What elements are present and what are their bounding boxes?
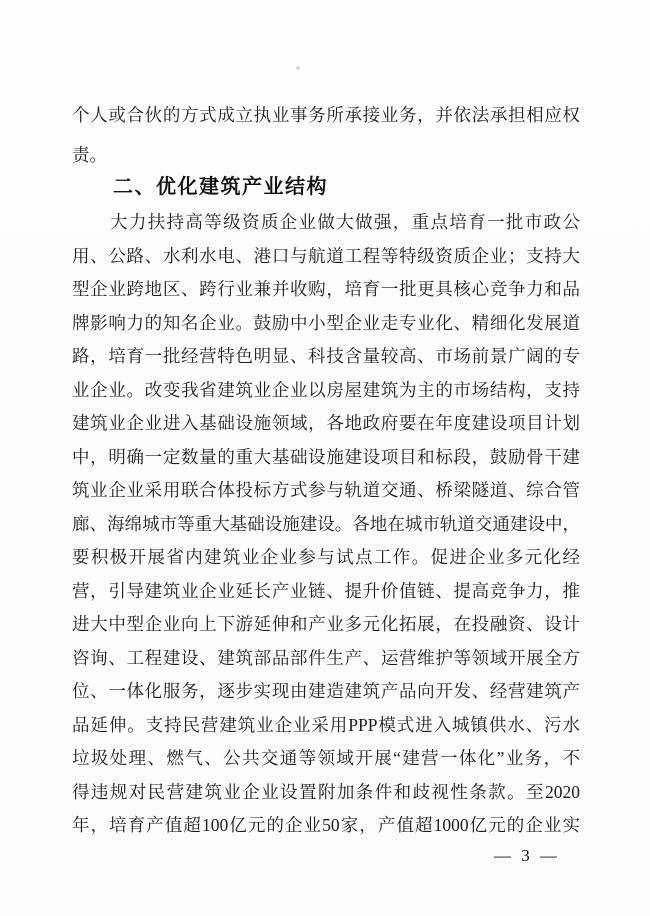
text-line: 筑业企业采用联合体投标方式参与轨道交通、桥梁隧道、综合管 bbox=[72, 480, 580, 500]
text-line: 业企业。改变我省建筑业企业以房屋建筑为主的市场结构，支持 bbox=[72, 379, 580, 400]
text-line: 位、一体化服务，逐步实现由建造建筑产品向开发、经营建筑产 bbox=[72, 681, 580, 701]
paragraph-continuation bbox=[72, 95, 580, 175]
text-line: 建筑业企业进入基础设施领域，各地政府要在年度建设项目计划 bbox=[72, 413, 580, 433]
text-line: 品延伸。支持民营建筑业企业采用PPP模式进入城镇供水、污水 bbox=[72, 714, 580, 735]
text-line: 年，培育产值超100亿元的企业50家，产值超1000亿元的企业实 bbox=[72, 815, 580, 835]
text-line: 用、公路、水利水电、港口与航道工程等特级资质企业；支持大 bbox=[72, 245, 580, 266]
text-line: 路，培育一批经营特色明显、科技含量较高、市场前景广阔的专 bbox=[72, 346, 580, 366]
scan-artifact-dot bbox=[296, 66, 300, 70]
text-line: 要积极开展省内建筑业企业参与试点工作。促进企业多元化经 bbox=[72, 547, 580, 567]
text-line: 垃圾处理、燃气、公共交通等领域开展“建营一体化”业务，不 bbox=[72, 748, 580, 768]
text-line: 得违规对民营建筑业企业设置附加条件和歧视性条款。至2020 bbox=[72, 781, 580, 802]
section-heading: 二、优化建筑产业结构 bbox=[113, 176, 328, 198]
section-paragraph bbox=[72, 206, 580, 843]
text-line: 廊、海绵城市等重大基础设施建设。各地在城市轨道交通建设中， bbox=[72, 513, 580, 534]
text-line: 咨询、工程建设、建筑部品部件生产、运营维护等领域开展全方 bbox=[72, 647, 580, 668]
text-line: 责。 bbox=[72, 145, 107, 165]
text-line: 牌影响力的知名企业。鼓励中小型企业走专业化、精细化发展道 bbox=[72, 312, 580, 333]
text-line: 营，引导建筑业企业延长产业链、提升价值链、提高竞争力，推 bbox=[72, 580, 580, 601]
text-line: 大力扶持高等级资质企业做大做强，重点培育一批市政公 bbox=[110, 212, 580, 232]
text-line: 中，明确一定数量的重大基础设施建设项目和标段，鼓励骨干建 bbox=[72, 446, 580, 467]
page-number: — 3 — bbox=[494, 846, 560, 865]
text-line: 进大中型企业向上下游延伸和产业多元化拓展，在投融资、设计 bbox=[72, 614, 580, 634]
text-line: 型企业跨地区、跨行业兼并收购，培育一批更具核心竞争力和品 bbox=[72, 279, 580, 299]
text-line: 个人或合伙的方式成立执业事务所承接业务，并依法承担相应权 bbox=[72, 105, 580, 125]
